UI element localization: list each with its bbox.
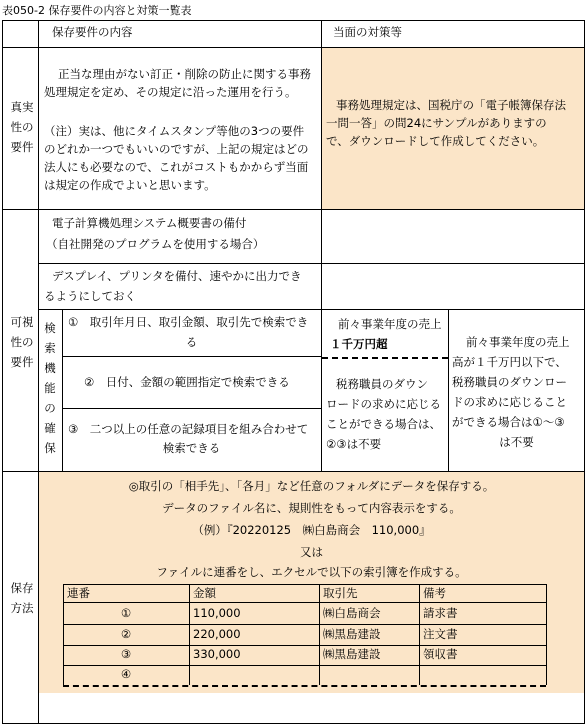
visibility-label: 可視 性の 要件 bbox=[10, 315, 34, 369]
header-measure: 当面の対策等 bbox=[333, 25, 402, 39]
header-requirement: 保存要件の内容 bbox=[52, 25, 133, 39]
index-ledger-table: 連番 金額 取引先 備考 ① 110,000 ㈱白島商会 請求書 ② 220,000 ㈱黒島建設 注文書 ③ 330,000 ㈱黒島建設 領収書 ④ bbox=[63, 584, 546, 686]
storage-label: 保存 方法 bbox=[10, 581, 34, 615]
page-caption: 表050-2 保存要件の内容と対策一覧表 bbox=[2, 4, 192, 17]
authenticity-label: 真実 性の 要件 bbox=[10, 100, 34, 154]
search-function-label: 検 索 機 能 の 確 保 bbox=[44, 321, 56, 455]
